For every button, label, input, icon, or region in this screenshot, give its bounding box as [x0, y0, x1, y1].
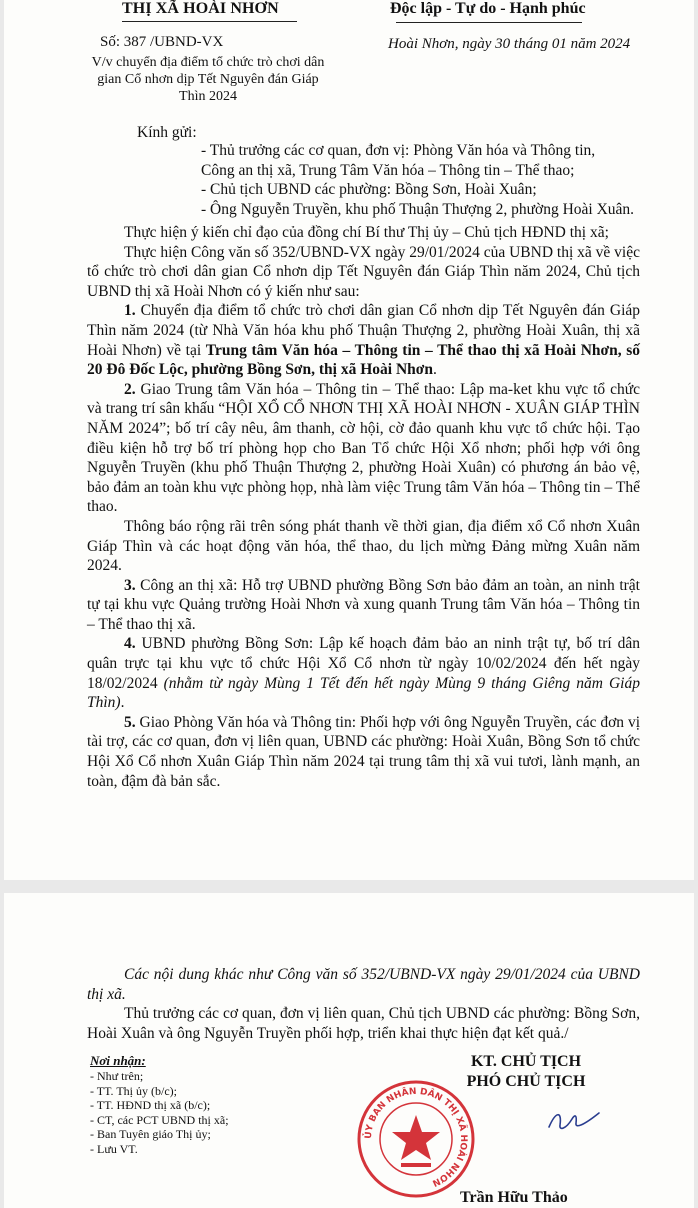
recipient-item: - Thủ trưởng các cơ quan, đơn vị: Phòng Văn hóa và Thông tin, — [201, 142, 596, 159]
closing-paragraph: Các nội dung khác như Công văn số 352/UBND-VX ngày 29/01/2024 của UBND thị xã. — [87, 966, 640, 1003]
recipients-list — [201, 141, 634, 219]
document-number: Số: 387 /UBND-VX — [100, 34, 224, 50]
body-paragraph: Thông báo rộng rãi trên sóng phát thanh về thời gian, địa điểm xổ Cổ nhơn Xuân Giáp Thìn và các hoạt động văn hóa, thể thao, du lịch mừng Đảng mừng Xuân năm 2024. — [87, 517, 640, 575]
signature-line-2: PHÓ CHỦ TỊCH — [466, 1073, 586, 1090]
recipient-item: Công an thị xã, Trung Tâm Văn hóa – Thông tin – Thể thao; — [201, 161, 575, 179]
svg-text:ỦY BAN NHÂN DÂN THỊ XÃ HOÀI NH: ỦY BAN NHÂN DÂN THỊ XÃ HOÀI NHƠN — [363, 1086, 469, 1188]
recipient-item: - Chủ tịch UBND các phường: Bồng Sơn, Hoài Xuân; — [201, 181, 537, 198]
signature-title — [456, 1052, 596, 1092]
body-paragraph: Thực hiện ý kiến chỉ đạo của đồng chí Bí thư Thị ủy – Chủ tịch HĐND thị xã; — [124, 224, 609, 241]
item-2: 2. Giao Trung tâm Văn hóa – Thông tin – Thể thao: Lập ma-ket khu vực tổ chức và trang trí sân khấu “HỘI XỔ CỔ NHƠN THỊ XÃ HOÀI NHƠN - XUÂN GIÁP THÌN NĂM 2024”; bố trí cây nêu, âm thanh, cờ hội, cờ đảo quanh khu vực tổ chức hội. Tạo điều kiện hỗ trợ bố trí phòng họp cho Ban Tổ chức Hội Xổ nhơn; phối hợp với ông Nguyễn Truyền (khu phố Thuận Thượng 2, phường Hoài Xuân) có phương án bảo vệ, bảo đảm an toàn khu vực phòng họp, nhà làm việc Trung tâm Văn hóa – Thông tin – Thể thao. — [87, 380, 640, 516]
document-page-2 — [4, 893, 694, 1208]
document-page-1 — [4, 0, 694, 880]
footer-recipient: - Như trên; — [90, 1069, 144, 1083]
closing-paragraph: Thủ trưởng các cơ quan, đơn vị liên quan, Chủ tịch UBND các phường: Bồng Sơn, Hoài Xuân và ông Nguyễn Truyền phối hợp, triển khai thực hiện đạt kết quả./ — [87, 1005, 640, 1042]
closing-section — [87, 965, 640, 1043]
document-subject: V/v chuyển địa điểm tổ chức trò chơi dân gian Cổ nhơn dịp Tết Nguyên đán Giáp Thìn 2024 — [91, 55, 325, 104]
document-date: Hoài Nhơn, ngày 30 tháng 01 năm 2024 — [388, 36, 631, 52]
handwritten-signature-icon — [544, 1105, 604, 1135]
signer-name: Trần Hữu Thảo — [460, 1189, 568, 1206]
recipients-footer-list — [90, 1069, 229, 1157]
footer-recipient: - TT. HĐND thị xã (b/c); — [90, 1098, 211, 1113]
item-3: 3. Công an thị xã: Hỗ trợ UBND phường Bồng Sơn bảo đảm an toàn, an ninh trật tự tại khu vực Quảng trường Hoài Nhơn và xung quanh Trung tâm Văn hóa – Thông tin – Thể thao thị xã. — [87, 576, 640, 633]
issuing-agency: THỊ XÃ HOÀI NHƠN — [122, 0, 279, 17]
recipients-footer-label: Nơi nhận: — [90, 1053, 146, 1068]
recipients-label: Kính gửi: — [137, 124, 197, 141]
signature-line-1: KT. CHỦ TỊCH — [470, 1053, 582, 1070]
motto-underline — [396, 22, 582, 23]
item-1: 1. Chuyển địa điểm tổ chức trò chơi dân gian Cổ nhơn dịp Tết Nguyên đán Giáp Thìn năm 2024 (từ Nhà Văn hóa khu phố Thuận Thượng 2, phường Hoài Xuân, thị xã Hoài Nhơn) về tại Trung tâm Văn hóa – Thông tin – Thể thao thị xã Hoài Nhơn, số 20 Đô Đốc Lộc, phường Bồng Sơn, thị xã Hoài Nhơn. — [87, 302, 640, 379]
footer-recipient: - Ban Tuyên giáo Thị ủy; — [90, 1127, 211, 1142]
item-4: 4. UBND phường Bồng Sơn: Lập kế hoạch đảm bảo an ninh trật tự, bố trí dân quân trực tại khu vực tổ chức Hội Xổ Cổ nhơn từ ngày 10/02/2024 đến hết ngày 18/02/2024 (nhằm từ ngày Mùng 1 Tết đến hết ngày Mùng 9 tháng Giêng năm Giáp Thìn). — [87, 635, 640, 712]
official-seal-icon — [356, 1079, 476, 1199]
footer-recipient: - Lưu VT. — [90, 1141, 138, 1156]
body-paragraph: Thực hiện Công văn số 352/UBND-VX ngày 29/01/2024 của UBND thị xã về việc tổ chức trò chơi dân gian Cổ nhơn dịp Tết Nguyên đán Giáp Thìn năm 2024, Chủ tịch UBND thị xã Hoài Nhơn có ý kiến như sau: — [87, 243, 640, 300]
item-5: 5. Giao Phòng Văn hóa và Thông tin: Phối hợp với ông Nguyễn Truyền, các đơn vị tài trợ, các cơ quan, đơn vị liên quan, UBND các phường: Hoài Xuân, Bồng Sơn tổ chức Hội Xổ Cổ nhơn Xuân Giáp Thìn năm 2024 tại trung tâm thị xã vui tươi, lành mạnh, an toàn, đậm đà bản sắc. — [87, 713, 640, 790]
agency-underline — [122, 21, 297, 22]
recipient-item: - Ông Nguyễn Truyền, khu phố Thuận Thượng 2, phường Hoài Xuân. — [201, 200, 635, 218]
footer-recipient: - CT, các PCT UBND thị xã; — [90, 1112, 229, 1127]
national-motto: Độc lập - Tự do - Hạnh phúc — [390, 0, 586, 17]
document-body — [87, 223, 640, 791]
footer-recipient: - TT. Thị ủy (b/c); — [90, 1083, 177, 1098]
